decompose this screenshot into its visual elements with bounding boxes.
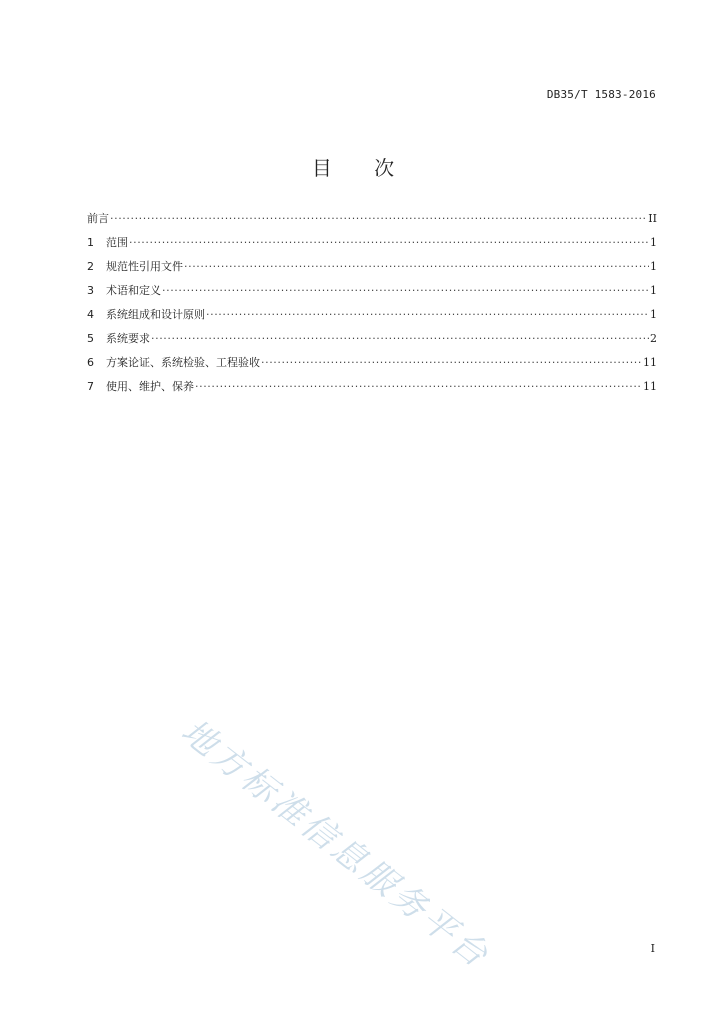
toc-leader-dots [162,284,649,297]
toc-leader-dots [129,236,649,249]
toc-entry-use-maintenance[interactable] [87,378,657,402]
watermark: 地方标准信息服务平台 [173,711,498,977]
toc-entry-number: 1 [87,236,94,249]
toc-entry-number: 7 [87,380,94,393]
toc-entry-page: 1 [650,260,657,273]
toc-leader-dots [206,308,649,321]
toc-leader-dots [261,356,642,369]
toc-entry-page: 1 [650,236,657,249]
toc-entry-label: 系统要求 [106,332,150,345]
toc-entry-label: 系统组成和设计原则 [106,308,205,321]
toc-leader-dots [110,212,647,225]
toc-entry-verification-acceptance[interactable] [87,354,657,378]
toc-entry-page: 2 [650,332,657,345]
toc-entry-page: 11 [643,356,657,369]
toc-entry-label: 前言 [87,212,109,225]
toc-entry-page: 1 [650,284,657,297]
toc-entry-system-composition[interactable] [87,306,657,330]
toc-entry-number: 3 [87,284,94,297]
toc-entry-page: 11 [643,380,657,393]
toc-entry-foreword[interactable] [87,210,657,234]
toc-leader-dots [195,380,642,393]
toc-entry-page: II [648,212,657,225]
toc-entry-terms-definitions[interactable] [87,282,657,306]
toc-entry-label: 方案论证、系统检验、工程验收 [106,356,260,369]
toc-leader-dots [184,260,649,273]
toc-entry-system-requirements[interactable] [87,330,657,354]
toc-entry-label: 使用、维护、保养 [106,380,194,393]
toc-entry-number: 6 [87,356,94,369]
toc-leader-dots [151,332,649,345]
toc-entry-label: 规范性引用文件 [106,260,183,273]
document-code: DB35/T 1583-2016 [546,88,656,101]
toc-entry-number: 5 [87,332,94,345]
toc-entry-number: 4 [87,308,94,321]
toc-entry-scope[interactable] [87,234,657,258]
toc-entry-normative-references[interactable] [87,258,657,282]
toc-entry-label: 范围 [106,236,128,249]
page-number: I [650,942,655,955]
toc-entry-page: 1 [650,308,657,321]
toc-entry-label: 术语和定义 [106,284,161,297]
table-of-contents [87,210,657,402]
toc-entry-number: 2 [87,260,94,273]
page-title: 目 次 [311,156,413,180]
